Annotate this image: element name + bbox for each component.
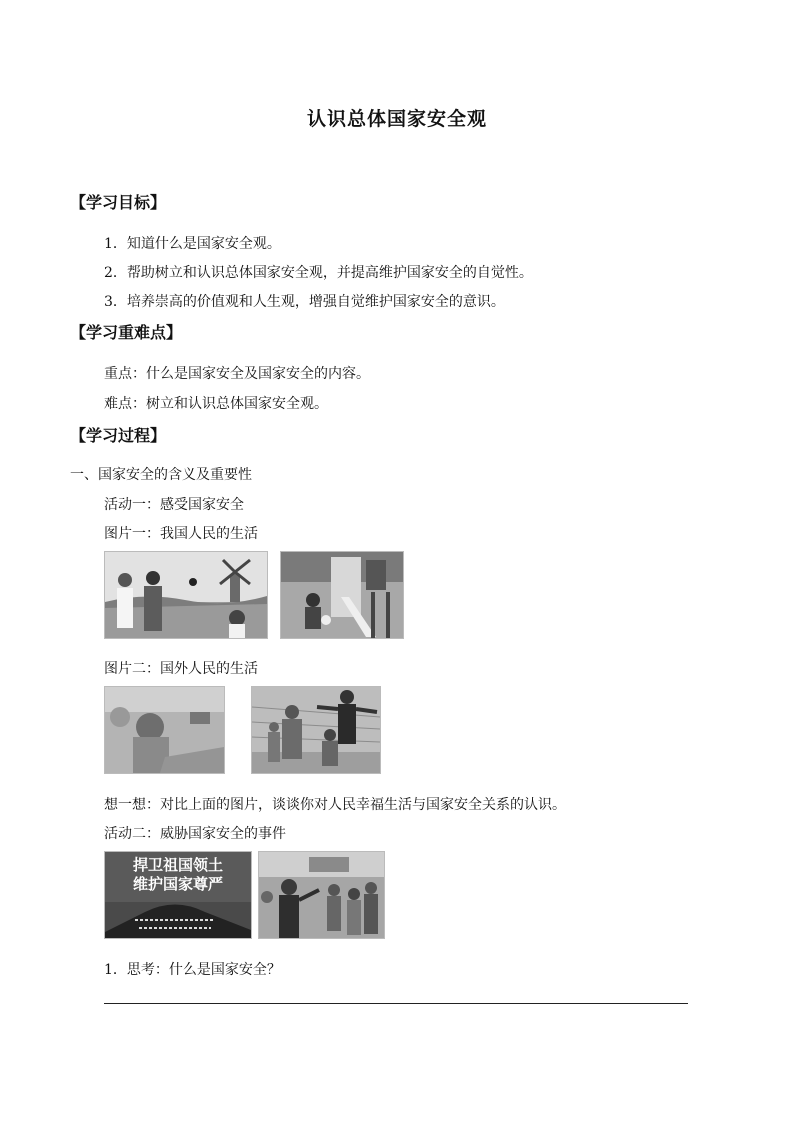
- banner-line-2: 维护国家尊严: [132, 875, 224, 893]
- photo-playground: [280, 551, 404, 639]
- page-title: 认识总体国家安全观: [306, 108, 487, 130]
- question-1: 1．思考：什么是国家安全？: [104, 962, 281, 978]
- goal-item-3: 3．培养崇高的价值观和人生观，增强自觉维护国家安全的意识。: [104, 294, 505, 310]
- process-heading: 【学习过程】: [70, 426, 167, 445]
- picture2-label: 图片二：国外人民的生活: [104, 661, 258, 677]
- picture1-label: 图片一：我国人民的生活: [104, 526, 258, 542]
- answer-line[interactable]: [104, 1003, 688, 1004]
- activity1-label: 活动一：感受国家安全: [104, 497, 244, 513]
- part1-heading: 一、国家安全的含义及重要性: [70, 467, 252, 483]
- focus-point: 重点：什么是国家安全及国家安全的内容。: [104, 366, 370, 382]
- think-prompt: 想一想：对比上面的图片，谈谈你对人民幸福生活与国家安全关系的认识。: [104, 797, 566, 813]
- photo-crowd-event: [258, 851, 385, 939]
- goal-item-2: 2．帮助树立和认识总体国家安全观，并提高维护国家安全的自觉性。: [104, 265, 533, 281]
- activity2-label: 活动二：威胁国家安全的事件: [104, 826, 286, 842]
- photo-child-rubble: [104, 686, 225, 774]
- banner-line-1: 捍卫祖国领土: [132, 856, 224, 874]
- key-points-heading: 【学习重难点】: [70, 323, 183, 342]
- goals-heading: 【学习目标】: [70, 193, 167, 212]
- photo-family-outdoors: [104, 551, 268, 639]
- photo-territory-banner: [104, 851, 252, 939]
- goal-item-1: 1．知道什么是国家安全观。: [104, 236, 281, 252]
- photo-refugees-fence: [251, 686, 381, 774]
- difficulty-point: 难点：树立和认识总体国家安全观。: [104, 396, 328, 412]
